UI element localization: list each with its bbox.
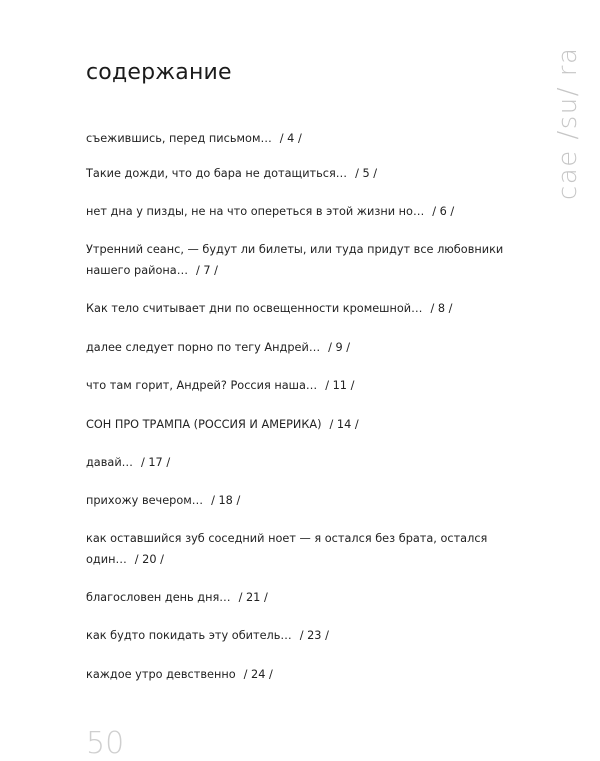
toc-page-ref: / 5 / — [355, 167, 378, 180]
toc-entry-title-continued: нашего района… — [86, 264, 188, 277]
toc-entry-title: Как тело считывает дни по освещенности кромешной… — [86, 302, 423, 315]
page-number: 50 — [86, 726, 125, 761]
toc-page-ref: / 11 / — [325, 379, 355, 392]
toc-entry — [86, 128, 486, 149]
toc-page-ref: / 8 / — [430, 302, 453, 315]
toc-entry-title: давай… — [86, 456, 133, 469]
toc-entry-title: как оставшийся зуб соседний ноет — я остался без брата, остался — [86, 532, 488, 545]
toc-entry-title-continued: один… — [86, 553, 127, 566]
toc-entry — [86, 664, 486, 685]
toc-entry-title: Такие дожди, что до бара не дотащиться… — [86, 167, 348, 180]
toc-page-ref: / 23 / — [299, 629, 329, 642]
toc-page-ref: / 7 / — [196, 264, 218, 277]
toc-entry-title: благословен день дня… — [86, 591, 231, 604]
toc-page-ref: / 14 / — [329, 418, 359, 431]
toc-entry — [86, 163, 486, 184]
toc-entry — [86, 452, 486, 473]
toc-page-ref: / 18 / — [211, 494, 241, 507]
toc-entry — [86, 337, 486, 358]
toc-entry — [86, 587, 486, 608]
toc-entry-title: Утренний сеанс, — будут ли билеты, или туда придут все любовники — [86, 243, 504, 256]
toc-entry-title: прихожу вечером… — [86, 494, 204, 507]
toc-entry-title: далее следует порно по тегу Андрей… — [86, 341, 321, 354]
toc-page-ref: / 9 / — [328, 341, 351, 354]
toc-entry-title: нет дна у пизды, не на что опереться в этой жизни но… — [86, 205, 425, 218]
toc-entry — [86, 490, 486, 511]
toc-entry — [86, 375, 486, 396]
page-title: содержание — [86, 60, 232, 85]
toc-entry-title: съежившись, перед письмом… — [86, 132, 272, 145]
toc-entry-title: что там горит, Андрей? Россия наша… — [86, 379, 318, 392]
toc-entry — [86, 298, 486, 319]
toc-entry-title: СОН ПРО ТРАМПА (РОССИЯ И АМЕРИКА) — [86, 418, 322, 431]
toc-page-ref: / 21 / — [238, 591, 268, 604]
toc-entry-title: как будто покидать эту обитель… — [86, 629, 292, 642]
toc-entry — [86, 528, 486, 570]
toc-page-ref: / 20 / — [134, 553, 164, 566]
toc-entry — [86, 239, 504, 281]
toc-page-ref: / 24 / — [243, 668, 273, 681]
toc-page-ref: / 4 / — [279, 132, 302, 145]
toc-entry-title: каждое утро девственно — [86, 668, 236, 681]
toc-page-ref: / 6 / — [432, 205, 455, 218]
toc-entry — [86, 414, 486, 435]
toc-entry — [86, 201, 486, 222]
toc-page-ref: / 17 / — [140, 456, 171, 469]
side-brand-label: cae /su/ ra — [553, 46, 583, 200]
toc-entry — [86, 625, 486, 646]
